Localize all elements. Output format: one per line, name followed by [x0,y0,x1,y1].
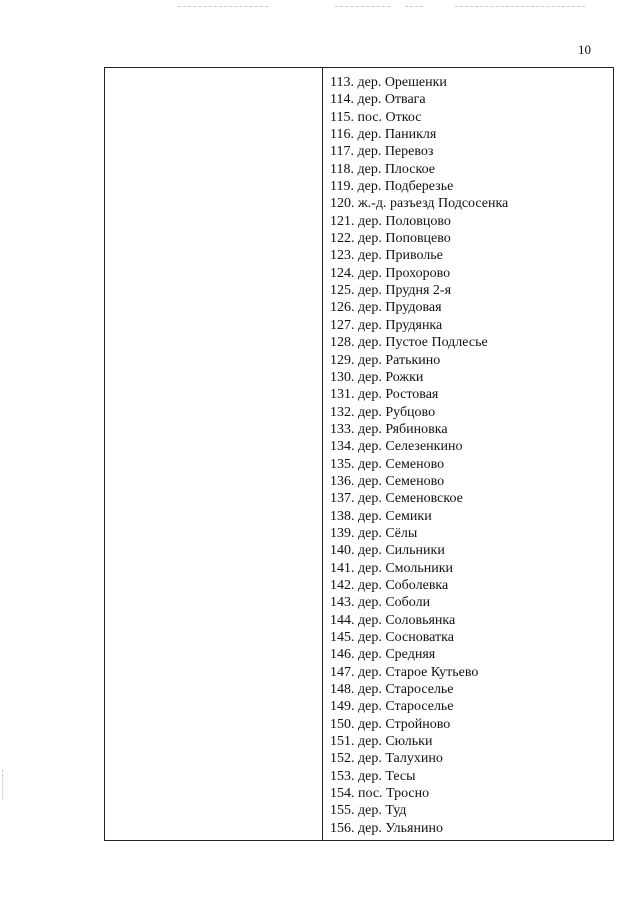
settlement-item: 155. дер. Туд [330,803,407,819]
settlement-item: 151. дер. Сюльки [330,734,433,750]
scan-artifact [335,6,390,7]
settlement-item: 122. дер. Поповцево [330,231,451,247]
settlement-item: 135. дер. Семеново [330,456,445,472]
settlement-item: 140. дер. Сильники [330,543,445,559]
settlement-item: 137. дер. Семеновское [330,491,463,507]
settlement-item: 153. дер. Тесы [330,768,416,784]
settlement-item: 149. дер. Староселье [330,699,454,715]
settlement-item: 147. дер. Старое Кутьево [330,664,479,680]
settlement-item: 123. дер. Приволье [330,248,443,264]
settlement-item: 129. дер. Ратькино [330,352,441,368]
settlement-item: 152. дер. Талухино [330,751,443,767]
settlement-item: 125. дер. Прудня 2-я [330,283,452,299]
settlement-item: 136. дер. Семеново [330,473,445,489]
settlement-item: 132. дер. Рубцово [330,404,436,420]
settlement-item: 117. дер. Перевоз [330,144,434,160]
settlement-item: 144. дер. Соловьянка [330,612,456,628]
settlement-item: 142. дер. Соболевка [330,577,449,593]
settlement-item: 118. дер. Плоское [330,161,435,177]
settlement-item: 114. дер. Отвага [330,92,426,108]
settlement-item: 141. дер. Смольники [330,560,453,576]
settlement-item: 138. дер. Семики [330,508,432,524]
settlement-item: 120. ж.-д. разъезд Подсосенка [330,196,509,212]
settlement-item: 119. дер. Подберезье [330,179,454,195]
settlement-list [330,74,508,837]
settlement-item: 131. дер. Ростовая [330,387,439,403]
column-divider [322,68,323,840]
settlement-item: 128. дер. Пустое Подлесье [330,335,488,351]
settlement-item: 150. дер. Стройново [330,716,451,732]
scan-artifact [455,6,585,7]
settlement-item: 121. дер. Половцово [330,213,451,229]
settlement-item: 130. дер. Рожки [330,369,424,385]
settlement-item: 133. дер. Рябиновка [330,421,448,437]
settlement-item: 127. дер. Прудянка [330,317,443,333]
scan-artifact [2,770,3,800]
scan-artifact [178,6,268,7]
settlement-item: 124. дер. Прохорово [330,265,451,281]
page-number: 10 [578,42,591,57]
scan-artifact [405,6,423,7]
settlement-item: 146. дер. Средняя [330,647,436,663]
settlement-item: 145. дер. Сосноватка [330,630,454,645]
settlement-item: 148. дер. Староселье [330,682,454,698]
settlement-item: 143. дер. Соболи [330,595,431,611]
right-cell [330,74,508,837]
settlement-item: 134. дер. Селезенкино [330,439,463,455]
settlement-item: 139. дер. Сёлы [330,525,418,541]
settlement-item: 115. пос. Откос [330,109,422,125]
settlement-item: 154. пос. Тросно [330,786,430,802]
settlement-item: 116. дер. Паникля [330,127,437,143]
settlement-item: 113. дер. Орешенки [330,75,447,90]
settlements-table [104,67,614,841]
settlement-item: 126. дер. Прудовая [330,300,442,316]
settlement-item: 156. дер. Ульянино [330,820,443,836]
